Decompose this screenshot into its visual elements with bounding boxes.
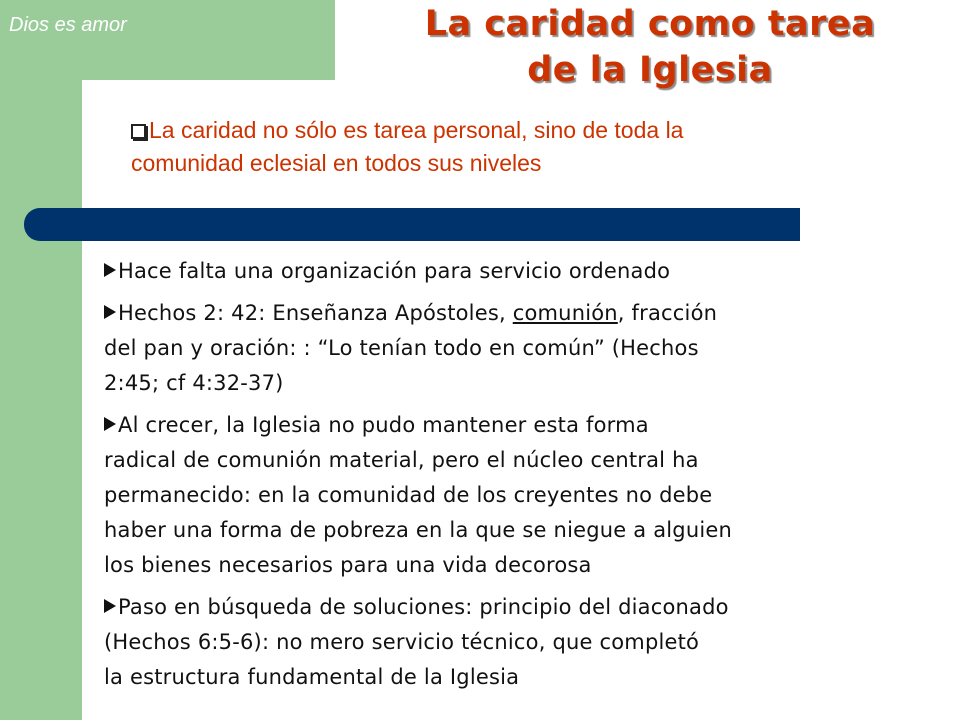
bullet-item: Paso en búsqueda de soluciones: principio del diaconado (Hechos 6:5-6): no mero servicio técnico, que completó la estructura fundamental de la Iglesia <box>104 595 729 689</box>
arrow-bullet-icon <box>104 599 116 613</box>
slide-title <box>380 1 920 93</box>
arrow-bullet-icon <box>104 417 116 431</box>
bullet-item: Al crecer, la Iglesia no pudo mantener esta forma radical de comunión material, pero el núcleo central ha permanecido: en la comunidad de los creyentes no debe haber una forma de pobreza en la que se niegue a alguien los bienes necesarios para una vida decorosa <box>104 413 733 577</box>
intro-line-2: comunidad eclesial en todos sus niveles <box>131 150 542 176</box>
intro-text <box>131 114 931 180</box>
underlined-word: comunión <box>512 301 618 325</box>
slide-tag: Dios es amor <box>9 14 127 36</box>
bullet-item: Hechos 2: 42: Enseñanza Apóstoles, comunión, fracción del pan y oración: : “Lo tenían todo en común” (Hechos 2:45; cf 4:32-37) <box>104 301 718 395</box>
checkbox-bullet-icon <box>131 124 146 139</box>
green-side-band <box>0 0 82 720</box>
title-line-2: de la Iglesia <box>527 50 773 90</box>
bullet-list <box>104 254 934 702</box>
arrow-bullet-icon <box>104 305 116 319</box>
arrow-bullet-icon <box>104 263 116 277</box>
title-line-1: La caridad como tarea <box>424 4 876 44</box>
bullet-item: Hace falta una organización para servicio ordenado <box>104 254 934 289</box>
intro-line-1: La caridad no sólo es tarea personal, sino de toda la <box>149 117 684 143</box>
divider-bar <box>24 208 800 241</box>
